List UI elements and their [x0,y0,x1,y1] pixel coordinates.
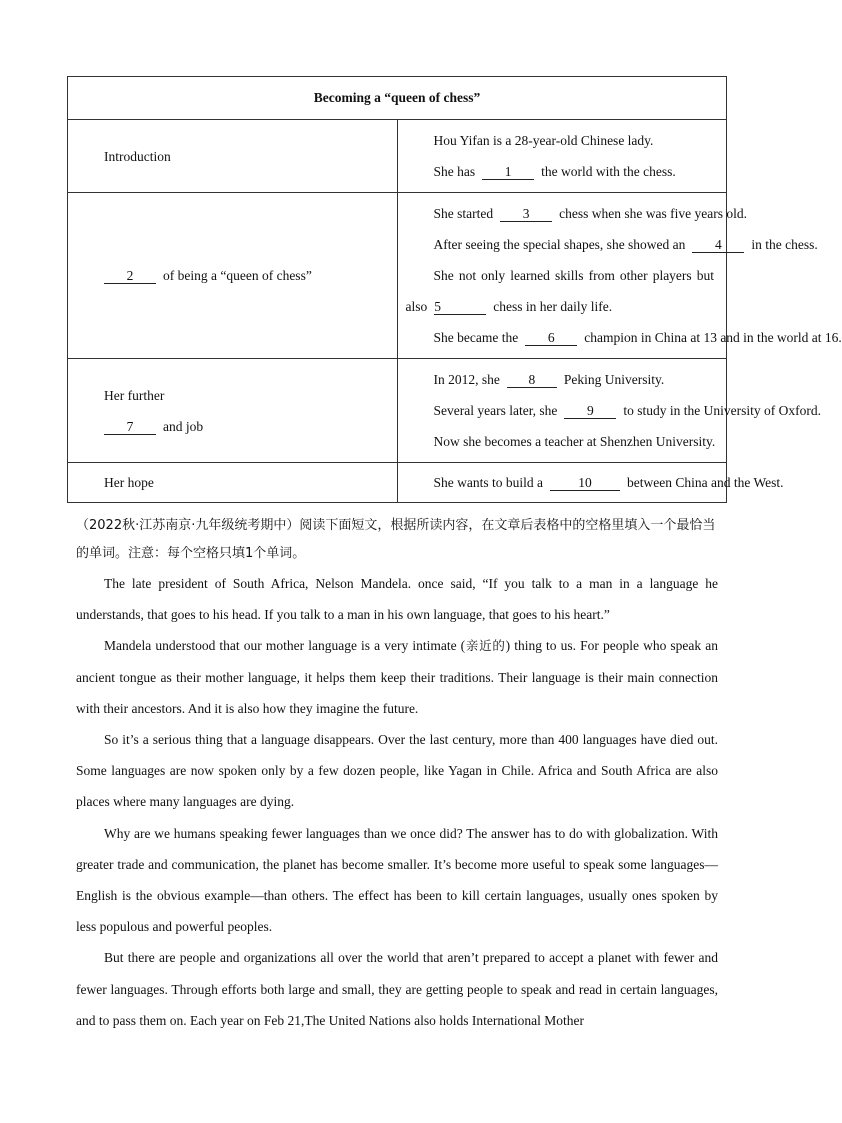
row-content-hope [397,463,784,503]
row-content-process [397,193,842,359]
line-text: Hou Yifan is a 28-year-old Chinese lady. [433,133,654,148]
table-row-introduction [68,120,727,193]
line-text: In 2012, she [433,372,500,387]
content-line [406,426,715,457]
content-line [406,198,747,229]
line-text: She has [433,164,476,179]
line-text: chess in her daily life. [493,299,613,314]
paragraph-text: Mandela understood that our mother language is a very intimate ( [104,638,466,654]
passage-paragraph-5: But there are people and organizations all over the world that aren’t prepared to accept a planet with fewer and fewer languages. Through efforts both large and small, they are getting people to speak and read in certain languages, and to pass them on. Each year on Feb 21,The United Nations also holds International Mother [76,950,718,1028]
blank-1[interactable]: 1 [482,165,534,180]
blank-9[interactable]: 9 [564,404,616,419]
line-text: in the chess. [751,237,818,252]
content-line [406,125,715,156]
line-text: She not only learned skills from other players but also [405,268,714,314]
row-label-introduction [68,120,398,193]
passage-paragraph-3: So it’s a serious thing that a language disappears. Over the last century, more than 400 languages have died out. Some languages are now spoken only by a few dozen people, like Yagan in Chile. Africa and South Africa are also places where many languages are dying. [76,732,718,810]
row-content-education [397,359,822,463]
line-text: Peking University. [563,372,665,387]
line-text: champion in China at 13 and in the world at 16. [584,330,842,345]
outline-table [67,76,842,503]
table-row-hope [68,463,727,503]
content-line [406,467,784,498]
blank-2[interactable]: 2 [104,269,156,284]
table-title: Becoming a “queen of chess” [68,77,727,120]
content-line [406,156,715,187]
line-text: chess when she was five years old. [559,206,747,221]
chinese-gloss: 亲近的 [465,638,506,654]
table-row-education [68,359,727,463]
blank-10[interactable]: 10 [550,476,620,491]
content-line [406,395,822,426]
label-text: of being a “queen of chess” [163,268,312,283]
line-text: between China and the West. [627,475,784,490]
passage-paragraph-4: Why are we humans speaking fewer languages than we once did? The answer has to do with globalization. With greater trade and communication, the planet has become smaller. It’s become more useful to speak some languages—English is the obvious example—than others. The effect has been to kill certain languages, usually ones spoken by less populous and powerful peoples. [76,825,718,935]
passage-paragraph-2 [76,630,718,724]
label-text: Introduction [104,148,171,164]
paragraph-text: ) thing to us. For people who speak an ancient tongue as their mother language, it helps them keep their traditions. Their language is their main connection with their ancestors. And it is also how they imagine the future. [76,638,718,716]
line-text: Now she becomes a teacher at Shenzhen University. [433,434,716,449]
content-line [406,229,818,260]
blank-7[interactable]: 7 [104,420,156,435]
blank-4[interactable]: 4 [692,238,744,253]
line-text: Several years later, she [433,403,558,418]
content-line [406,364,715,395]
content-line [406,322,842,353]
line-text: She became the [433,330,519,345]
line-text: After seeing the special shapes, she showed an [433,237,686,252]
table-row-process [68,193,727,359]
blank-3[interactable]: 3 [500,207,552,222]
row-label-hope [68,463,398,503]
blank-8[interactable]: 8 [507,373,557,388]
line-text: She started [433,206,494,221]
row-content-introduction [397,120,727,193]
blank-6[interactable]: 6 [525,331,577,346]
passage-paragraph-1: The late president of South Africa, Nelson Mandela. once said, “If you talk to a man in a language he understands, that goes to his head. If you talk to a man in his own language, that goes to his heart.” [76,576,718,623]
content-line [406,260,715,322]
row-label-process [68,193,398,359]
label-text: Her hope [104,475,154,490]
row-label-education [68,359,398,463]
exercise-instructions: （2022秋·江苏南京·九年级统考期中）阅读下面短文，根据所读内容，在文章后表格中的空格里填入一个最恰当的单词。注意：每个空格只填1个单词。 [76,518,716,561]
blank-5[interactable]: 5 [434,300,486,315]
label-text: Her further [104,387,165,403]
line-text: the world with the chess. [541,164,676,179]
line-text: to study in the University of Oxford. [623,403,822,418]
label-text: and job [163,418,204,434]
reading-passage [76,568,718,1036]
line-text: She wants to build a [433,475,543,490]
